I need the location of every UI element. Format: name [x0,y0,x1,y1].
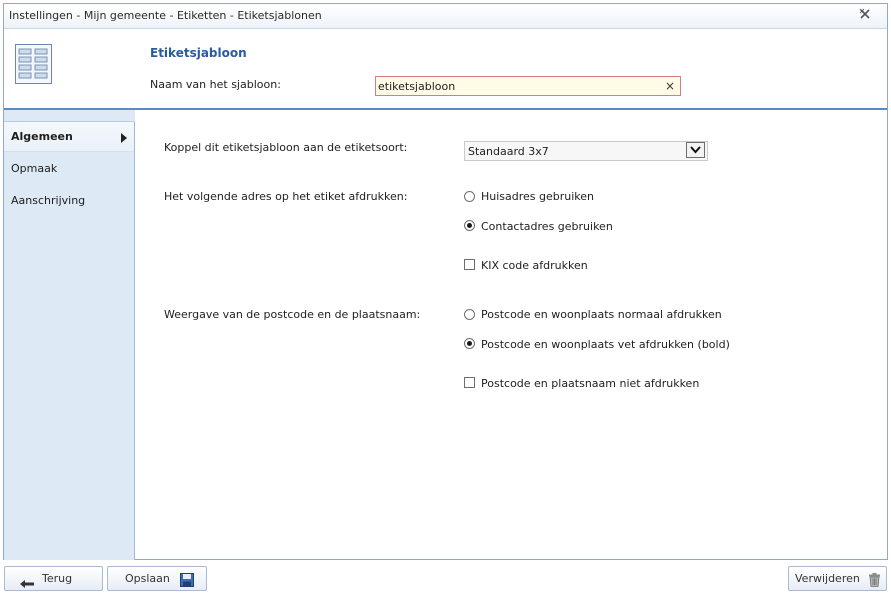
sidebar-item-opmaak[interactable] [4,154,134,184]
radio-postcode-vet-label: Postcode en woonplaats vet afdrukken (bold) [481,338,730,351]
window-title: Instellingen - Mijn gemeente - Etiketten - Etiketsjablonen [9,9,322,22]
sidebar-item-algemeen[interactable] [4,122,134,152]
label-type-value: Standaard 3x7 [468,145,549,158]
delete-button-label: Verwijderen [795,572,860,585]
kix-checkbox[interactable] [464,259,475,270]
clear-icon[interactable]: × [664,79,676,93]
no-postcode-checkbox[interactable] [464,377,475,388]
arrow-left-icon [19,574,35,584]
sidebar-item-aanschrijving[interactable] [4,186,134,216]
chevron-down-icon[interactable] [686,142,705,158]
radio-huisadres-label: Huisadres gebruiken [481,190,595,203]
no-postcode-checkbox-label: Postcode en plaatsnaam niet afdrukken [481,377,700,390]
radio-postcode-normaal[interactable] [464,309,475,320]
label-template-icon [15,44,52,84]
floppy-disk-icon [180,572,194,586]
sidebar-top-strip [4,110,135,122]
save-button-label: Opslaan [125,572,170,585]
section-title: Etiketsjabloon [150,46,247,60]
radio-contactadres-label: Contactadres gebruiken [481,220,613,233]
kix-checkbox-label: KIX code afdrukken [481,259,588,272]
radio-contactadres[interactable] [464,220,475,231]
save-button[interactable] [107,566,207,591]
radio-postcode-normaal-label: Postcode en woonplaats normaal afdrukken [481,308,722,321]
delete-button[interactable] [788,566,887,591]
close-icon[interactable] [857,6,873,22]
template-name-input[interactable] [375,76,681,96]
label-type-label: Koppel dit etiketsjabloon aan de etiketsoort: [164,141,408,154]
sidebar-item-label: Algemeen [11,130,73,143]
template-header [4,29,887,109]
back-button-label: Terug [42,572,73,585]
sidebar-item-label: Opmaak [11,162,58,175]
trash-icon [868,572,881,586]
header-divider [4,108,887,110]
sidebar-item-label: Aanschrijving [11,194,86,207]
active-arrow-icon [121,133,127,143]
radio-postcode-vet[interactable] [464,338,475,349]
postcode-label: Weergave van de postcode en de plaatsnaam: [164,308,421,321]
address-label: Het volgende adres op het etiket afdrukken: [164,190,408,203]
radio-huisadres[interactable] [464,191,475,202]
template-name-label: Naam van het sjabloon: [150,78,281,91]
back-button[interactable] [4,566,103,591]
